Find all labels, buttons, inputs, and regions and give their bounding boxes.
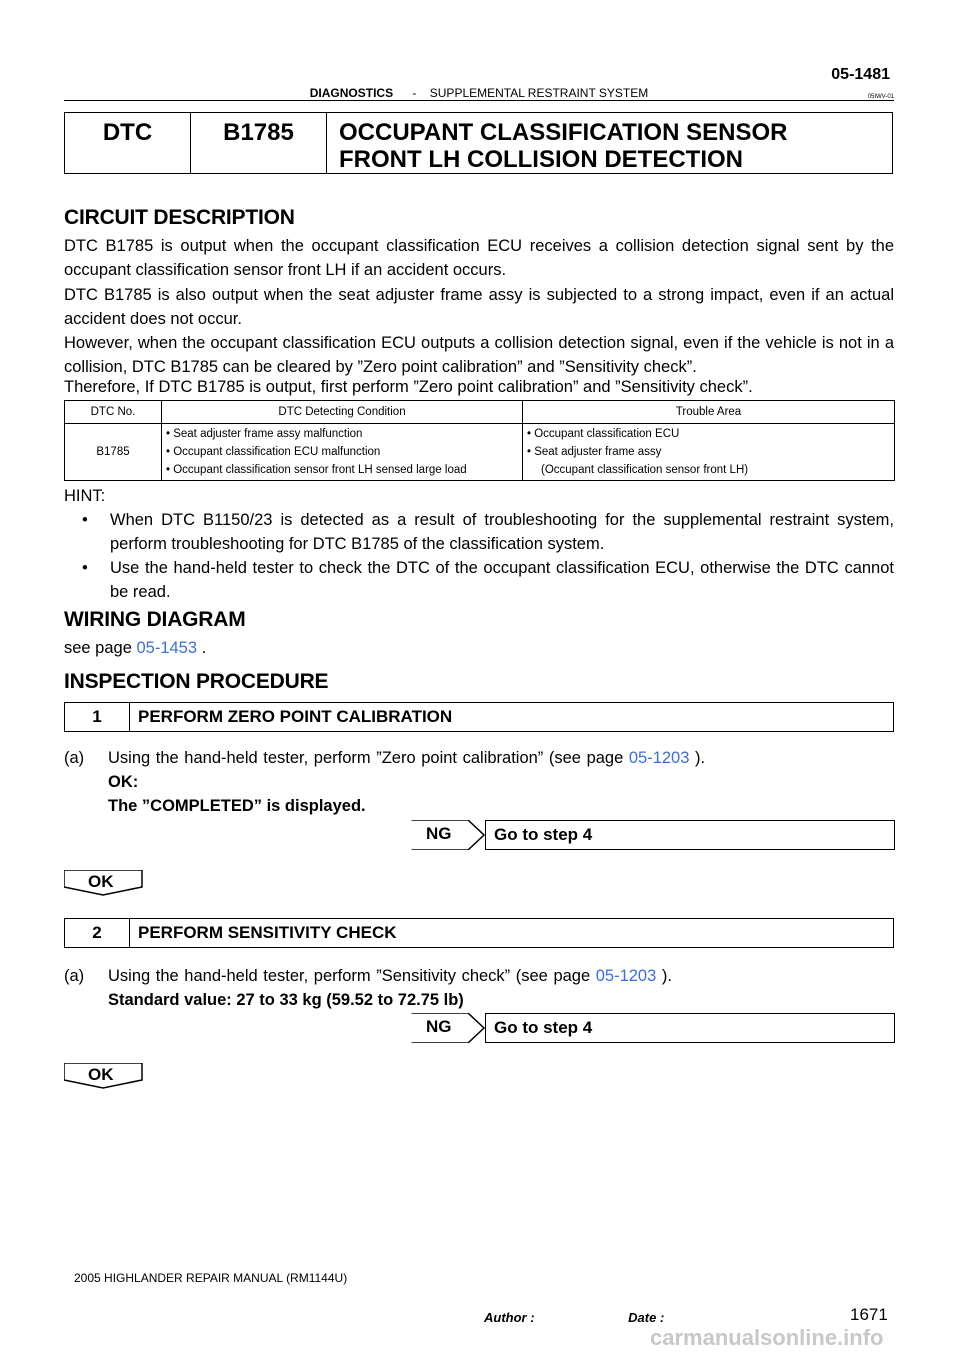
dtc-code: B1785 <box>191 113 327 173</box>
date-label: Date : <box>628 1310 665 1325</box>
ng-label: NG <box>426 1017 452 1036</box>
hint-text: When DTC B1150/23 is detected as a result of troubleshooting for the supplemental restraint system, perform troubleshooting for DTC B1785 of the classification system. <box>110 511 894 553</box>
step-page-link[interactable]: 05-1203 <box>628 749 690 767</box>
author-label: Author : <box>484 1310 535 1325</box>
cell-areas <box>523 424 895 481</box>
step-2-item-label: (a) <box>64 967 85 985</box>
header-subsection: SUPPLEMENTAL RESTRAINT SYSTEM <box>429 86 649 100</box>
doc-id: 05IWV-01 <box>867 94 894 100</box>
cell-dtc-no: B1785 <box>65 424 162 481</box>
step-2-ok-badge <box>64 1063 144 1089</box>
dtc-title-box <box>64 112 893 174</box>
table-header-row <box>65 401 895 424</box>
ng-arrow-icon <box>410 1013 486 1043</box>
step-number: 1 <box>65 703 130 731</box>
circuit-p4: Therefore, If DTC B1785 is output, first perform ”Zero point calibration” and ”Sensitivity check”. <box>64 378 753 396</box>
dtc-table <box>64 400 895 481</box>
footer-author-date <box>484 1310 664 1325</box>
col-header-trouble-area: Trouble Area <box>523 401 895 424</box>
hint-item <box>82 508 894 556</box>
header-separator: - <box>412 86 417 100</box>
step-item-end: ). <box>689 749 706 767</box>
step-title: PERFORM SENSITIVITY CHECK <box>138 923 397 942</box>
ng-label: NG <box>426 824 452 843</box>
dtc-name-line2: FRONT LH COLLISION DETECTION <box>339 146 743 173</box>
header-divider <box>64 100 894 101</box>
step-1-item-label: (a) <box>64 749 85 767</box>
inspection-heading: INSPECTION PROCEDURE <box>64 670 329 693</box>
step-item-end: ). <box>656 967 672 985</box>
area-item: • Occupant classification ECU <box>527 428 680 440</box>
step-1-ok-badge <box>64 870 144 896</box>
dtc-name-line1: OCCUPANT CLASSIFICATION SENSOR <box>339 119 788 146</box>
circuit-p2: DTC B1785 is also output when the seat adjuster frame assy is subjected to a strong impact, even if an actual accident does not occur. <box>64 286 894 328</box>
step-1-result: The ”COMPLETED” is displayed. <box>108 797 366 815</box>
watermark: carmanualsonline.info <box>650 1325 884 1350</box>
footer-page-number: 1671 <box>850 1305 888 1324</box>
step-1-item <box>108 746 705 770</box>
step-2-ng-row <box>410 1013 895 1043</box>
header-title <box>64 86 894 100</box>
condition-item: • Occupant classification ECU malfunction <box>166 446 381 458</box>
ng-action-box: Go to step 4 <box>485 820 895 850</box>
hint-item <box>82 556 894 604</box>
col-header-dtc-no: DTC No. <box>65 401 162 424</box>
ok-badge-label: OK <box>88 872 114 891</box>
step-1-ng-row <box>410 820 895 850</box>
area-item: • Seat adjuster frame assy <box>527 446 662 458</box>
area-item: (Occupant classification sensor front LH) <box>541 464 749 476</box>
condition-item: • Occupant classification sensor front LH sensed large load <box>166 464 467 476</box>
step-item-text: Using the hand-held tester, perform ”Zero point calibration” (see page <box>108 749 629 767</box>
step-2-item <box>108 964 672 988</box>
header-section: DIAGNOSTICS <box>309 86 394 100</box>
wiring-text: see page <box>64 639 137 657</box>
ng-action-box: Go to step 4 <box>485 1013 895 1043</box>
hint-label: HINT: <box>64 487 106 505</box>
step-title: PERFORM ZERO POINT CALIBRATION <box>138 707 453 726</box>
ng-arrow-icon <box>410 820 486 850</box>
circuit-p3: However, when the occupant classification ECU outputs a collision detection signal, even if the vehicle is not in a collision, DTC B1785 can be cleared by ”Zero point calibration” and ”Sensitivity check”. <box>64 334 894 376</box>
ok-badge-label: OK <box>88 1065 114 1084</box>
bullet-icon: • <box>82 559 88 577</box>
step-2-box <box>64 918 894 948</box>
bullet-icon: • <box>82 511 88 529</box>
wiring-ref <box>64 636 206 660</box>
step-page-link[interactable]: 05-1203 <box>595 967 657 985</box>
step-2-result: Standard value: 27 to 33 kg (59.52 to 72.75 lb) <box>108 991 464 1009</box>
circuit-p1: DTC B1785 is output when the occupant classification ECU receives a collision detection signal sent by the occupant classification sensor front LH if an accident occurs. <box>64 237 894 279</box>
footer-manual: 2005 HIGHLANDER REPAIR MANUAL (RM1144U) <box>74 1271 348 1285</box>
cell-conditions <box>162 424 523 481</box>
step-number: 2 <box>65 919 130 947</box>
step-1-box <box>64 702 894 732</box>
hint-text: Use the hand-held tester to check the DTC of the occupant classification ECU, otherwise the DTC cannot be read. <box>110 559 894 601</box>
col-header-condition: DTC Detecting Condition <box>162 401 523 424</box>
dtc-name <box>327 113 892 173</box>
step-item-text: Using the hand-held tester, perform ”Sensitivity check” (see page <box>108 967 596 985</box>
dtc-label: DTC <box>65 113 191 173</box>
page-code: 05-1481 <box>831 66 890 83</box>
step-1-ok-label: OK: <box>108 773 139 791</box>
circuit-heading: CIRCUIT DESCRIPTION <box>64 206 295 229</box>
wiring-text-end: . <box>197 639 207 657</box>
wiring-heading: WIRING DIAGRAM <box>64 608 246 631</box>
wiring-page-link[interactable]: 05-1453 <box>136 639 198 657</box>
condition-item: • Seat adjuster frame assy malfunction <box>166 428 363 440</box>
table-row <box>65 424 895 481</box>
